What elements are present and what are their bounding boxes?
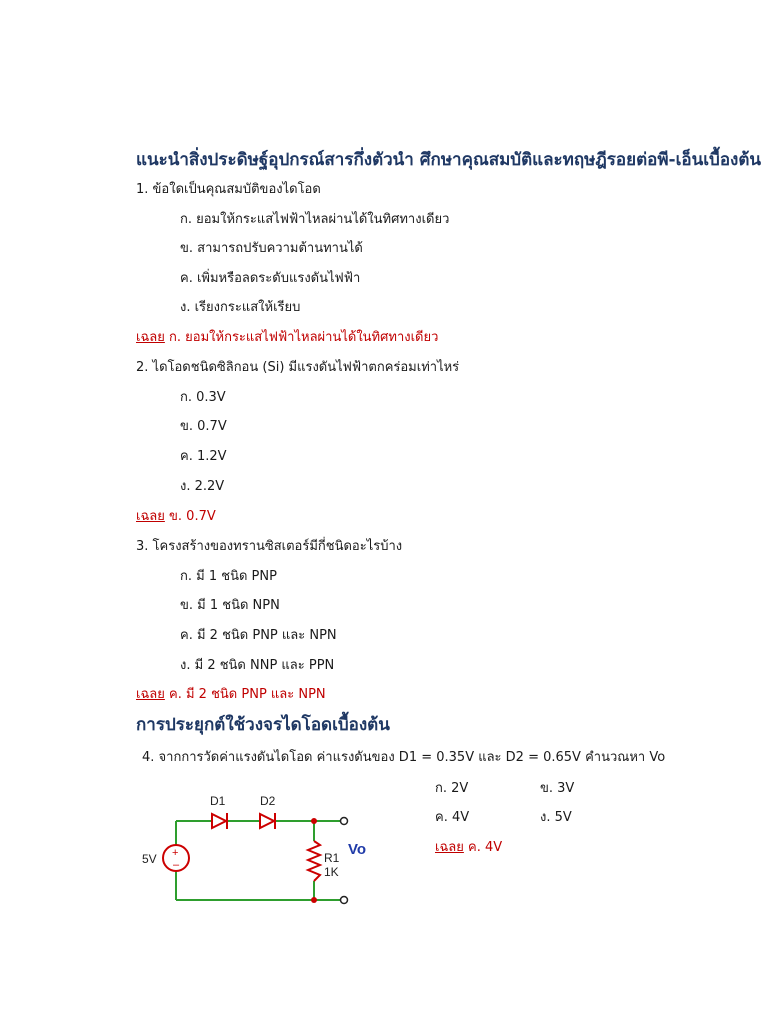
output-label: Vo [348,841,367,858]
q2-answer [136,505,216,526]
q1-option-b: ข. สามารถปรับความต้านทานได้ [180,241,363,256]
q4-option-b: ข. 3V [540,781,575,796]
q1-answer [136,326,438,347]
output-terminal-top [341,818,348,825]
q3-answer [136,683,326,704]
resistor-r1 [308,841,320,881]
q3-option-a: ก. มี 1 ชนิด PNP [180,569,277,584]
q4-option-c: ค. 4V [435,810,470,825]
question-1: 1. ข้อใดเป็นคุณสมบัติของไดโอด [136,182,321,197]
answer-label: เฉลย [435,840,464,855]
answer-text: ข. 0.7V [164,509,216,524]
answer-label: เฉลย [136,330,165,345]
q1-option-a: ก. ยอมให้กระแสไฟฟ้าไหลผ่านได้ในทิศทางเดียว [180,212,450,227]
resistor-name-label: R1 [324,851,340,865]
answer-label: เฉลย [136,687,165,702]
question-4: 4. จากการวัดค่าแรงดันไดโอด ค่าแรงดันของ D1 = 0.35V และ D2 = 0.65V คำนวณหา Vo [142,750,666,765]
circuit-wires [176,821,340,900]
answer-label: เฉลย [136,509,165,524]
section-heading-1: แนะนำสิ่งประดิษฐ์อุปกรณ์สารกึ่งตัวนำ ศึกษาคุณสมบัติและทฤษฎีรอยต่อพี-เอ็นเบื้องต้น [136,150,761,170]
answer-text: ค. 4V [463,840,503,855]
q2-option-d: ง. 2.2V [180,479,225,494]
answer-text: ค. มี 2 ชนิด PNP และ NPN [164,687,326,702]
diode-d1 [212,813,227,829]
q2-option-b: ข. 0.7V [180,419,227,434]
junction-dot-top [311,818,317,824]
diode-d2 [260,813,275,829]
q4-answer [435,836,502,857]
q4-option-a: ก. 2V [435,781,469,796]
resistor-value-label: 1K [324,865,339,879]
junction-dot-bottom [311,897,317,903]
question-2: 2. ไดโอดชนิดซิลิกอน (Si) มีแรงดันไฟฟ้าตกคร่อมเท่าไหร่ [136,360,460,375]
q2-option-a: ก. 0.3V [180,390,226,405]
minus-sign: – [173,859,180,871]
plus-sign: + [172,847,179,859]
q1-option-d: ง. เรียงกระแสให้เรียบ [180,300,301,315]
question-3: 3. โครงสร้างของทรานซิสเตอร์มีกี่ชนิดอะไรบ้าง [136,539,403,554]
source-label: 5V [142,852,157,866]
d1-label: D1 [210,794,226,808]
section-heading-2: การประยุกต์ใช้วงจรไดโอดเบื้องต้น [136,715,390,735]
voltage-source [163,845,189,871]
answer-text: ก. ยอมให้กระแสไฟฟ้าไหลผ่านได้ในทิศทางเดียว [164,330,439,345]
output-terminal-bottom [341,897,348,904]
q3-option-d: ง. มี 2 ชนิด NNP และ PPN [180,658,335,673]
q1-option-c: ค. เพิ่มหรือลดระดับแรงดันไฟฟ้า [180,271,361,286]
q3-option-c: ค. มี 2 ชนิด PNP และ NPN [180,628,337,643]
q3-option-b: ข. มี 1 ชนิด NPN [180,598,280,613]
q2-option-c: ค. 1.2V [180,449,227,464]
q4-option-d: ง. 5V [540,810,572,825]
diode-circuit-diagram [136,783,376,913]
d2-label: D2 [260,794,276,808]
